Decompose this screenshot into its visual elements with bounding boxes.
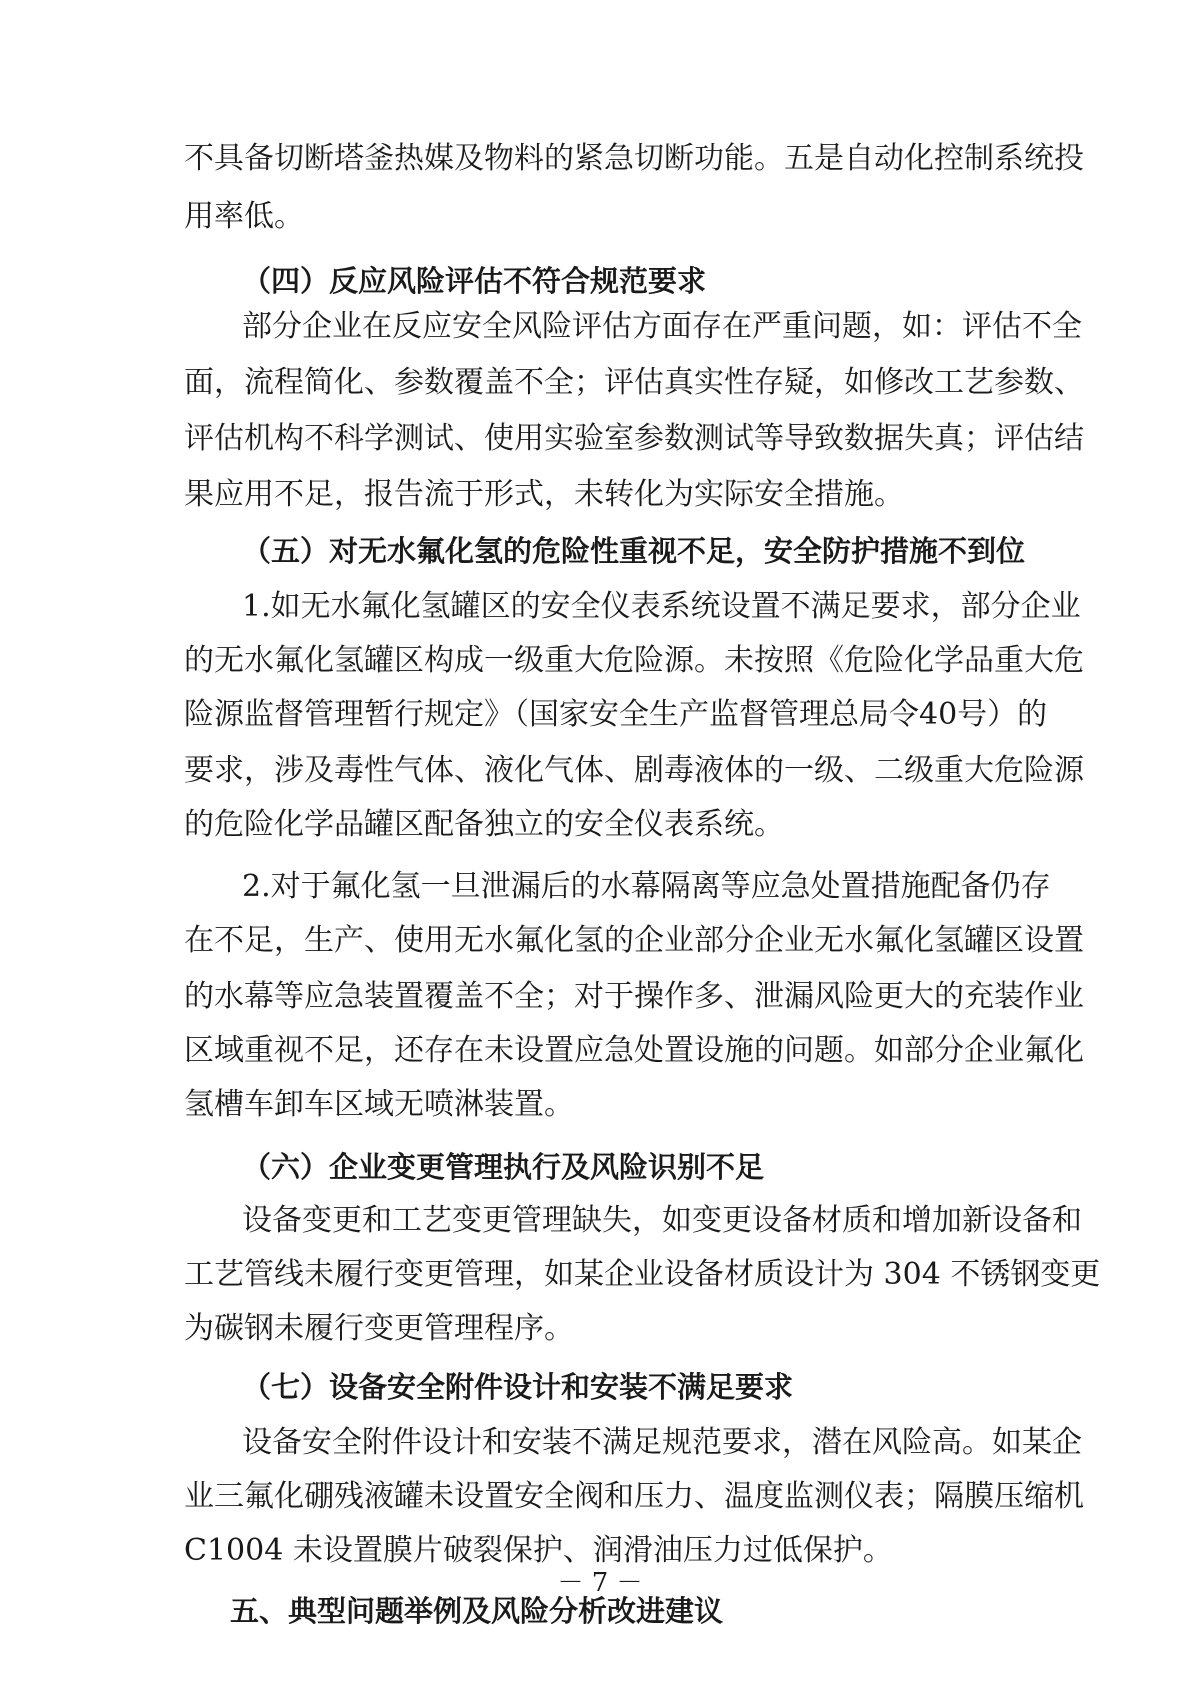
body-line: 区域重视不足，还存在未设置应急处置设施的问题。如部分企业氟化 bbox=[184, 1033, 1084, 1068]
body-line: 氢槽车卸车区域无喷淋装置。 bbox=[184, 1087, 574, 1122]
paragraph-start: 设备安全附件设计和安装不满足规范要求，潜在风险高。如某企 bbox=[242, 1425, 1082, 1460]
body-line: 工艺管线未履行变更管理，如某企业设备材质设计为 304 不锈钢变更 bbox=[184, 1257, 1101, 1292]
paragraph-start: 2.对于氟化氢一旦泄漏后的水幕隔离等应急处置措施配备仍存 bbox=[242, 869, 1051, 904]
section-heading-6: （六）企业变更管理执行及风险识别不足 bbox=[242, 1150, 765, 1184]
body-line: 险源监督管理暂行规定》（国家安全生产监督管理总局令40号）的 bbox=[184, 697, 1048, 732]
body-line: 用率低。 bbox=[184, 199, 304, 234]
section-heading-4: （四）反应风险评估不符合规范要求 bbox=[242, 264, 707, 298]
chapter-heading-5: 五、典型问题举例及风险分析改进建议 bbox=[230, 1594, 724, 1628]
body-line: 在不足，生产、使用无水氟化氢的企业部分企业无水氟化氢罐区设置 bbox=[184, 923, 1084, 958]
body-line: 不具备切断塔釜热媒及物料的紧急切断功能。五是自动化控制系统投 bbox=[184, 141, 1084, 176]
body-line: 业三氟化硼残液罐未设置安全阀和压力、温度监测仪表；隔膜压缩机 bbox=[184, 1479, 1084, 1514]
body-line: 面，流程简化、参数覆盖不全；评估真实性存疑，如修改工艺参数、 bbox=[184, 365, 1084, 400]
paragraph-start: 设备变更和工艺变更管理缺失，如变更设备材质和增加新设备和 bbox=[242, 1203, 1082, 1238]
body-line: 的水幕等应急装置覆盖不全；对于操作多、泄漏风险更大的充装作业 bbox=[184, 979, 1084, 1014]
section-heading-7: （七）设备安全附件设计和安装不满足要求 bbox=[242, 1370, 794, 1404]
paragraph-start: 1.如无水氟化氢罐区的安全仪表系统设置不满足要求，部分企业 bbox=[242, 589, 1081, 624]
body-line: C1004 未设置膜片破裂保护、润滑油压力过低保护。 bbox=[184, 1533, 893, 1568]
body-line: 要求，涉及毒性气体、液化气体、剧毒液体的一级、二级重大危险源 bbox=[184, 753, 1084, 788]
body-line: 果应用不足，报告流于形式，未转化为实际安全措施。 bbox=[184, 477, 904, 512]
paragraph-start: 部分企业在反应安全风险评估方面存在严重问题，如：评估不全 bbox=[242, 309, 1082, 344]
body-line: 为碳钢未履行变更管理程序。 bbox=[184, 1311, 574, 1346]
body-line: 评估机构不科学测试、使用实验室参数测试等导致数据失真；评估结 bbox=[184, 421, 1084, 456]
page-number: － 7 － bbox=[557, 1568, 643, 1598]
body-line: 的危险化学品罐区配备独立的安全仪表系统。 bbox=[184, 807, 784, 842]
section-heading-5: （五）对无水氟化氢的危险性重视不足，安全防护措施不到位 bbox=[242, 534, 1026, 568]
body-line: 的无水氟化氢罐区构成一级重大危险源。未按照《危险化学品重大危 bbox=[184, 643, 1084, 678]
